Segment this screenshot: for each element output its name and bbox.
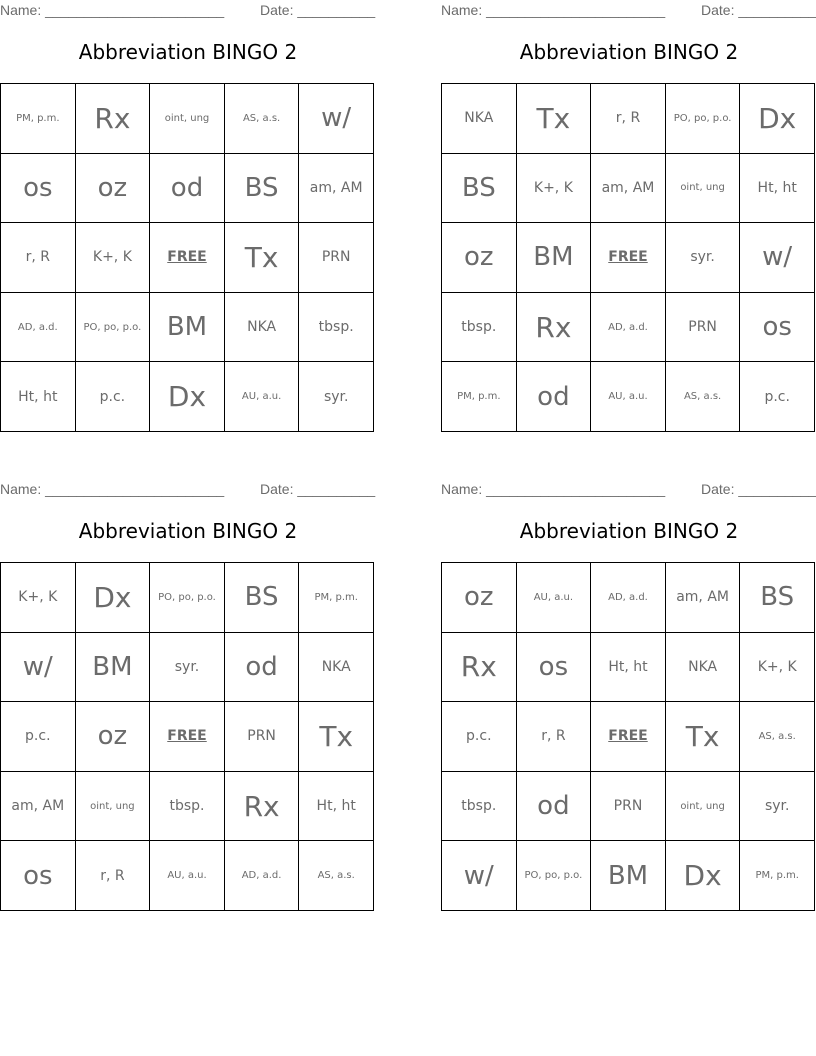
bingo-cell: BS xyxy=(740,563,815,633)
bingo-grid xyxy=(0,562,374,911)
bingo-cell: od xyxy=(225,633,300,703)
bingo-cell: syr. xyxy=(666,223,741,293)
bingo-cell: tbsp. xyxy=(150,772,225,842)
bingo-cell: AS, a.s. xyxy=(740,702,815,772)
bingo-cell: od xyxy=(517,362,592,432)
bingo-cell: Ht, ht xyxy=(1,362,76,432)
name-date-header xyxy=(0,2,376,20)
bingo-cell: PRN xyxy=(666,293,741,363)
bingo-cell: r, R xyxy=(76,841,151,911)
bingo-cell: K+, K xyxy=(76,223,151,293)
bingo-cell: oz xyxy=(76,702,151,772)
bingo-cell: PRN xyxy=(299,223,374,293)
bingo-cell: AD, a.d. xyxy=(591,293,666,363)
card-title: Abbreviation BINGO 2 xyxy=(519,40,739,64)
bingo-cell: Ht, ht xyxy=(591,633,666,703)
bingo-cell: AS, a.s. xyxy=(666,362,741,432)
bingo-cell: syr. xyxy=(299,362,374,432)
bingo-cell: AU, a.u. xyxy=(150,841,225,911)
bingo-cell: Tx xyxy=(225,223,300,293)
bingo-cell: Rx xyxy=(76,84,151,154)
free-space-cell: FREE xyxy=(591,223,666,293)
bingo-cell: os xyxy=(1,841,76,911)
bingo-cell: os xyxy=(740,293,815,363)
bingo-cell: BM xyxy=(76,633,151,703)
bingo-cell: AS, a.s. xyxy=(225,84,300,154)
name-field-label: Name: _______________________ xyxy=(0,2,225,18)
bingo-cell: K+, K xyxy=(517,154,592,224)
bingo-cell: BM xyxy=(591,841,666,911)
bingo-cell: tbsp. xyxy=(442,293,517,363)
bingo-cell: NKA xyxy=(666,633,741,703)
bingo-cell: tbsp. xyxy=(299,293,374,363)
bingo-cell: NKA xyxy=(225,293,300,363)
free-space-cell: FREE xyxy=(150,223,225,293)
bingo-cell: PM, p.m. xyxy=(1,84,76,154)
bingo-cell: BS xyxy=(225,154,300,224)
card-title: Abbreviation BINGO 2 xyxy=(519,519,739,543)
bingo-grid xyxy=(441,83,815,432)
bingo-card xyxy=(441,479,816,914)
bingo-cell: PRN xyxy=(225,702,300,772)
name-date-header xyxy=(0,481,376,499)
bingo-cell: BS xyxy=(225,563,300,633)
bingo-cell: Ht, ht xyxy=(740,154,815,224)
bingo-cell: AU, a.u. xyxy=(517,563,592,633)
date-field-label: Date: __________ xyxy=(260,2,376,18)
name-field-label: Name: _______________________ xyxy=(0,481,225,497)
bingo-cell: r, R xyxy=(591,84,666,154)
bingo-cell: p.c. xyxy=(1,702,76,772)
bingo-cell: syr. xyxy=(740,772,815,842)
bingo-cell: w/ xyxy=(1,633,76,703)
bingo-cell: K+, K xyxy=(740,633,815,703)
bingo-cell: Tx xyxy=(666,702,741,772)
bingo-cell: PO, po, p.o. xyxy=(666,84,741,154)
bingo-cell: Rx xyxy=(517,293,592,363)
bingo-cell: BM xyxy=(517,223,592,293)
bingo-cell: AS, a.s. xyxy=(299,841,374,911)
bingo-card xyxy=(441,0,816,435)
bingo-card xyxy=(0,0,376,435)
bingo-cell: od xyxy=(517,772,592,842)
bingo-cell: NKA xyxy=(299,633,374,703)
bingo-cell: p.c. xyxy=(740,362,815,432)
bingo-cell: AU, a.u. xyxy=(225,362,300,432)
bingo-cell: am, AM xyxy=(299,154,374,224)
bingo-cell: AD, a.d. xyxy=(591,563,666,633)
bingo-cell: r, R xyxy=(517,702,592,772)
bingo-cell: Tx xyxy=(299,702,374,772)
bingo-cell: oz xyxy=(76,154,151,224)
bingo-grid xyxy=(0,83,374,432)
bingo-cell: p.c. xyxy=(76,362,151,432)
bingo-cell: od xyxy=(150,154,225,224)
bingo-cell: PO, po, p.o. xyxy=(517,841,592,911)
bingo-cell: Dx xyxy=(76,563,151,633)
bingo-cell: am, AM xyxy=(666,563,741,633)
bingo-cell: oz xyxy=(442,563,517,633)
bingo-cell: am, AM xyxy=(1,772,76,842)
bingo-cell: PRN xyxy=(591,772,666,842)
bingo-cell: K+, K xyxy=(1,563,76,633)
name-field-label: Name: _______________________ xyxy=(441,481,666,497)
bingo-cell: os xyxy=(1,154,76,224)
free-space-cell: FREE xyxy=(150,702,225,772)
name-field-label: Name: _______________________ xyxy=(441,2,666,18)
free-space-cell: FREE xyxy=(591,702,666,772)
bingo-cell: PM, p.m. xyxy=(442,362,517,432)
date-field-label: Date: __________ xyxy=(701,2,816,18)
bingo-cell: oint, ung xyxy=(76,772,151,842)
bingo-cell: syr. xyxy=(150,633,225,703)
bingo-grid xyxy=(441,562,815,911)
bingo-cell: Dx xyxy=(150,362,225,432)
bingo-cell: PO, po, p.o. xyxy=(76,293,151,363)
date-field-label: Date: __________ xyxy=(260,481,376,497)
bingo-cell: Tx xyxy=(517,84,592,154)
bingo-cell: PO, po, p.o. xyxy=(150,563,225,633)
bingo-cell: Dx xyxy=(666,841,741,911)
bingo-cell: r, R xyxy=(1,223,76,293)
card-title: Abbreviation BINGO 2 xyxy=(78,519,298,543)
bingo-cell: oint, ung xyxy=(150,84,225,154)
bingo-cell: Rx xyxy=(225,772,300,842)
bingo-cell: Rx xyxy=(442,633,517,703)
date-field-label: Date: __________ xyxy=(701,481,816,497)
bingo-cell: w/ xyxy=(299,84,374,154)
bingo-cell: os xyxy=(517,633,592,703)
bingo-cell: AD, a.d. xyxy=(225,841,300,911)
bingo-cell: BM xyxy=(150,293,225,363)
bingo-cell: oint, ung xyxy=(666,154,741,224)
bingo-cell: AU, a.u. xyxy=(591,362,666,432)
bingo-cell: PM, p.m. xyxy=(740,841,815,911)
bingo-cell: BS xyxy=(442,154,517,224)
name-date-header xyxy=(441,2,816,20)
bingo-cell: oint, ung xyxy=(666,772,741,842)
bingo-cell: p.c. xyxy=(442,702,517,772)
name-date-header xyxy=(441,481,816,499)
bingo-card xyxy=(0,479,376,914)
bingo-cell: tbsp. xyxy=(442,772,517,842)
bingo-cell: w/ xyxy=(740,223,815,293)
bingo-cell: Dx xyxy=(740,84,815,154)
bingo-cell: NKA xyxy=(442,84,517,154)
bingo-cell: w/ xyxy=(442,841,517,911)
bingo-cell: PM, p.m. xyxy=(299,563,374,633)
bingo-cell: AD, a.d. xyxy=(1,293,76,363)
bingo-cell: oz xyxy=(442,223,517,293)
bingo-cell: Ht, ht xyxy=(299,772,374,842)
card-title: Abbreviation BINGO 2 xyxy=(78,40,298,64)
bingo-cell: am, AM xyxy=(591,154,666,224)
